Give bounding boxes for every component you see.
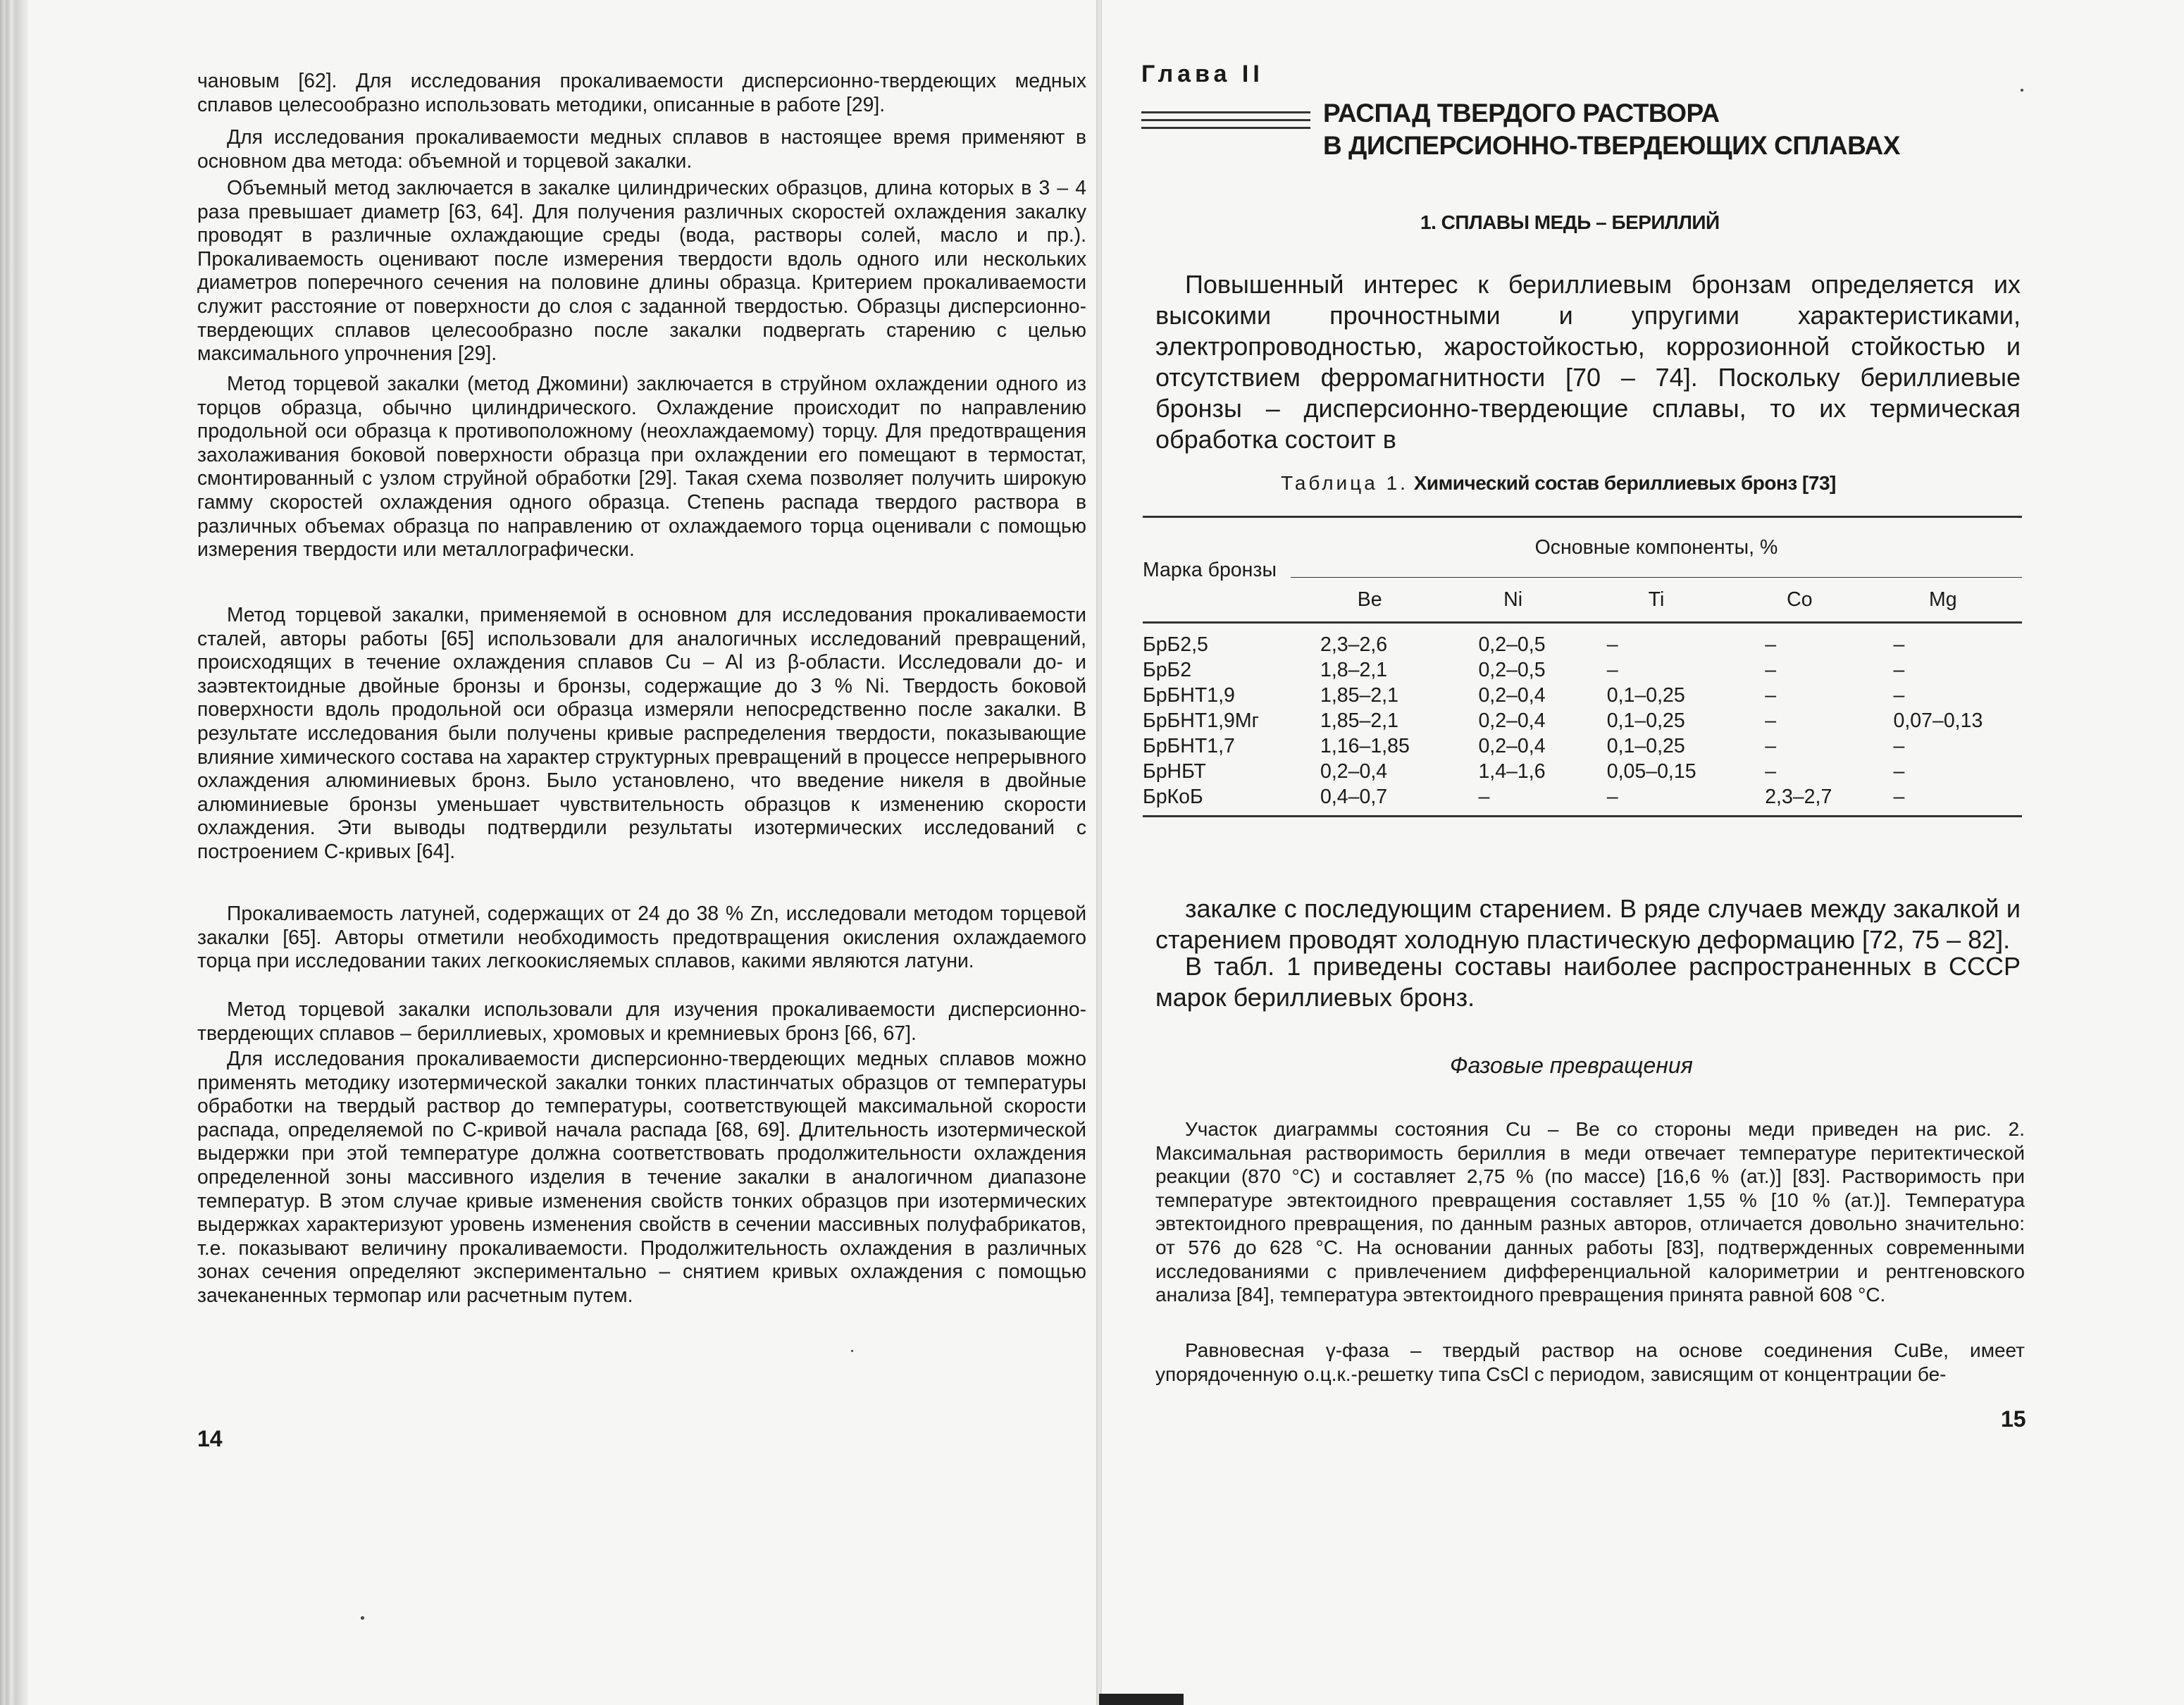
left-paragraph-8: Для исследования прокаливаемости дисперсионно-твердеющих медных сплавов можно применять методику изотермической закалки тонких пластинчатых образцов от температуры обработки на твердый раствор до температуры, соответствующей максимальной скорости распада, определяемой по С-кривой начала распада [68, 69]. Длительность изотермической выдержки при этой температуре должна соответствовать продолжительности охлаждения определенной зоны массивного изделия в течение закалки в аналогичном диапазоне температур. В этом случае кривые изменения свойств тонких образцов при изотермических выдержках характеризуют уровень изменения свойств в сечении массивных полуфабрикатов, т.е. показывают величину прокаливаемости. Продолжительность охлаждения в различных зонах сечения определяют экспериментально – снятием кривых охлаждения с помощью зачеканенных термопар или расчетным путем. <box>197 1047 1086 1306</box>
table-header-col: Mg <box>1864 578 2023 623</box>
left-paragraph-6: Прокаливаемость латуней, содержащих от 24 до 38 % Zn, исследовали методом торцевой закалки [65]. Авторы отметили необходимость предотвращения окисления охлаждаемого торца при исследовании таких легкоокисляемых сплавов, какими являются латуни. <box>197 902 1086 972</box>
table-row <box>1143 708 2022 733</box>
table-row <box>1143 759 2022 784</box>
table-cell-value: – <box>1893 760 1905 783</box>
table-cell-value: – <box>1893 735 1905 757</box>
table-header-col: Co <box>1735 578 1863 623</box>
table-header-col: Ni <box>1448 578 1577 623</box>
phase-paragraph-2: Равновесная γ-фаза – твердый раствор на основе соединения CuBe, имеет упорядоченную о.ц.к.-решетку типа CsCl с периодом, зависящим от концентрации бе- <box>1155 1339 2025 1385</box>
table-cell-marka: БрБНТ1,7 <box>1143 735 1235 757</box>
book-spine <box>1096 0 1102 1705</box>
table-cell-value: 0,1–0,25 <box>1606 684 1685 707</box>
table-cell-value: 0,2–0,4 <box>1320 760 1388 783</box>
table-cell-value: – <box>1893 659 1905 681</box>
table-cell-value: 2,3–2,7 <box>1735 784 1863 817</box>
chapter-label: Глава II <box>1141 61 1264 87</box>
table-cell-value: 0,2–0,4 <box>1478 684 1546 707</box>
table-header-marka: Марка бронзы <box>1143 517 1291 623</box>
table-cell-value: 0,2–0,5 <box>1478 633 1546 656</box>
table-row <box>1143 657 2022 683</box>
table-cell-value: – <box>1765 709 1777 732</box>
table-caption-label: Таблица 1. <box>1281 472 1408 494</box>
table-cell-value: 1,85–2,1 <box>1320 709 1398 732</box>
scan-shadow <box>1099 1694 1184 1705</box>
table-cell-value: – <box>1577 784 1735 817</box>
chapter-title-line-2: В ДИСПЕРСИОННО-ТВЕРДЕЮЩИХ СПЛАВАХ <box>1323 131 1900 160</box>
table-cell-value: 0,2–0,5 <box>1478 659 1546 681</box>
table-row <box>1143 623 2022 658</box>
table-cell-value: – <box>1765 684 1777 707</box>
table-cell-value: 0,2–0,4 <box>1478 709 1546 732</box>
left-paragraph-5: Метод торцевой закалки, применяемой в основном для исследования прокаливаемости сталей, авторы работы [65] использовали для аналогичных исследований превращений, происходящих в течение охлаждения сплавов Cu – Al из β-области. Исследовали до- и заэвтектоидные двойные бронзы и бронзы, содержащие до 3 % Ni. Твердость боковой поверхности вдоль продольной оси образца измеряли непосредственно после закалки. В результате исследования были получены кривые распределения твердости, показывающие влияние химического состава на характер структурных превращений в процессе непрерывного охлаждения алюминиевых бронз. Было установлено, что введение никеля в двойные алюминиевые бронзы уменьшает чувствительность образцов к изменению скорости охлаждения. Эти выводы подтвердили результаты изотермических исследований с построением С-кривых [64]. <box>197 603 1086 862</box>
table-cell-value: 0,2–0,4 <box>1478 735 1546 757</box>
chapter-title <box>1323 97 2098 162</box>
table-cell-value: 0,1–0,25 <box>1606 709 1685 732</box>
table-row <box>1143 683 2022 708</box>
table-caption <box>1281 472 1836 495</box>
table-cell-value: – <box>1765 633 1777 656</box>
table-cell-marka: БрКоБ <box>1143 784 1291 817</box>
chapter-rule-lines <box>1141 111 1310 141</box>
left-paragraph-4: Метод торцевой закалки (метод Джомини) заключается в струйном охлаждении одного из торцов образца, обычно цилиндрического. Охлаждение происходит по направлению продольной оси образца к противоположному (неохлаждаемому) торцу. Для предотвращения захолаживания боковой поверхности образца при охлаждении его помещают в термостат, смонтированный с узлом струйной обработки [29]. Такая схема позволяет получить широкую гамму скоростей охлаждения одного образца. Степень распада твердого раствора в различных объемах образца по направлению от охлаждаемого торца оценивали с помощью измерения твердости или металлографически. <box>197 372 1086 561</box>
table-cell-value: 0,05–0,15 <box>1606 760 1696 783</box>
table-row <box>1143 784 2022 817</box>
scan-speck <box>851 1350 853 1352</box>
table-cell-value: 0,07–0,13 <box>1893 709 1983 732</box>
table-header-col: Be <box>1291 578 1448 623</box>
table-cell-marka: БрБ2,5 <box>1143 633 1208 656</box>
left-paragraph-2: Для исследования прокаливаемости медных сплавов в настоящее время применяют в основном два метода: объемной и торцевой закалки. <box>197 125 1086 172</box>
table-cell-value: – <box>1893 684 1905 707</box>
table-row <box>1143 733 2022 759</box>
table-cell-marka: БрБНТ1,9Мг <box>1143 709 1260 732</box>
table-reference-paragraph: В табл. 1 приведены составы наиболее распространенных в СССР марок бериллиевых бронз. <box>1155 952 2021 1012</box>
table-cell-marka: БрБНТ1,9 <box>1143 684 1235 707</box>
table-cell-value: 2,3–2,6 <box>1320 633 1388 656</box>
scan-speck <box>2021 89 2023 92</box>
table-cell-value: 1,16–1,85 <box>1320 735 1410 757</box>
left-paragraph-3: Объемный метод заключается в закалке цилиндрических образцов, длина которых в 3 – 4 раза превышает диаметр [63, 64]. Для получения различных скоростей охлаждения закалку проводят в различные охлаждающие среды (вода, растворы солей, масло и пр.). Прокаливаемость оценивают после измерения твердости вдоль одного или нескольких диаметров поперечного сечения на половине длины образца. Критерием прокаливаемости служит расстояние от поверхности до слоя с заданной твердостью. Образцы дисперсионно-твердеющих сплавов целесообразно после закалки подвергать старению с целью максимального упрочнения [29]. <box>197 176 1086 365</box>
subsection-title: Фазовые превращения <box>1450 1053 1693 1078</box>
table-cell-value: – <box>1765 735 1777 757</box>
table-cell-value: – <box>1448 784 1577 817</box>
table-cell-value: 1,85–2,1 <box>1320 684 1398 707</box>
table-cell-value: – <box>1606 659 1618 681</box>
alloy-composition-table <box>1143 516 2022 817</box>
book-edge <box>0 0 28 1705</box>
table-cell-marka: БрБ2 <box>1143 659 1192 681</box>
section-title: 1. СПЛАВЫ МЕДЬ – БЕРИЛЛИЙ <box>1420 211 1720 233</box>
intro-paragraph: Повышенный интерес к бериллиевым бронзам определяется их высокими прочностными и упругими характеристиками, электропроводностью, жаростойкостью, коррозионной стойкостью и отсутствием ферромагнитности [70 – 74]. Поскольку бериллиевые бронзы – дисперсионно-твердеющие сплавы, то их термическая обработка состоит в <box>1155 270 2021 454</box>
table-cell-value: – <box>1606 633 1618 656</box>
right-page <box>1099 0 2184 1705</box>
table-cell-value: 0,1–0,25 <box>1606 735 1685 757</box>
table-caption-text: Химический состав бериллиевых бронз [73] <box>1413 472 1836 494</box>
table-cell-value: – <box>1893 633 1905 656</box>
page-number-right: 15 <box>2001 1406 2026 1432</box>
table-cell-value: 0,4–0,7 <box>1291 784 1448 817</box>
table-cell-value: – <box>1864 784 2023 817</box>
table-cell-value: 1,4–1,6 <box>1478 760 1546 783</box>
table-header-components: Основные компоненты, % <box>1291 517 2022 578</box>
table-header-col: Ti <box>1577 578 1735 623</box>
table-cell-value: – <box>1765 659 1777 681</box>
chapter-title-line-1: РАСПАД ТВЕРДОГО РАСТВОРА <box>1323 99 1720 128</box>
left-paragraph-7: Метод торцевой закалки использовали для изучения прокаливаемости дисперсионно-твердеющих сплавов – бериллиевых, хромовых и кремниевых бронз [66, 67]. <box>197 998 1086 1044</box>
scan-speck <box>361 1616 364 1620</box>
phase-paragraph-1: Участок диаграммы состояния Cu – Be со стороны меди приведен на рис. 2. Максимальная растворимость бериллия в меди отвечает температуре перитектической реакции (870 °С) и составляет 2,75 % (по массе) [16,6 % (ат.)] [83]. Растворимость при температуре эвтектоидного превращения составляет 1,55 % [10 % (ат.)]. Температура эвтектоидного превращения, по данным разных авторов, отличается довольно значительно: от 576 до 628 °С. На основании данных работы [83], подтвержденных современными исследованиями с привлечением дифференциальной калориметрии и рентгеновского анализа [84], температура эвтектоидного превращения принята равной 608 °С. <box>1155 1118 2025 1306</box>
table-cell-value: 1,8–2,1 <box>1320 659 1388 681</box>
left-paragraph-1: чановым [62]. Для исследования прокаливаемости дисперсионно-твердеющих медных сплавов целесообразно использовать методики, описанные в работе [29]. <box>197 69 1086 116</box>
table-cell-marka: БрНБТ <box>1143 760 1206 783</box>
continuation-paragraph: закалке с последующим старением. В ряде случаев между закалкой и старением проводят холодную пластическую деформацию [72, 75 – 82]. <box>1155 894 2021 954</box>
table-cell-value: – <box>1765 760 1777 783</box>
page-number-left: 14 <box>197 1426 223 1451</box>
